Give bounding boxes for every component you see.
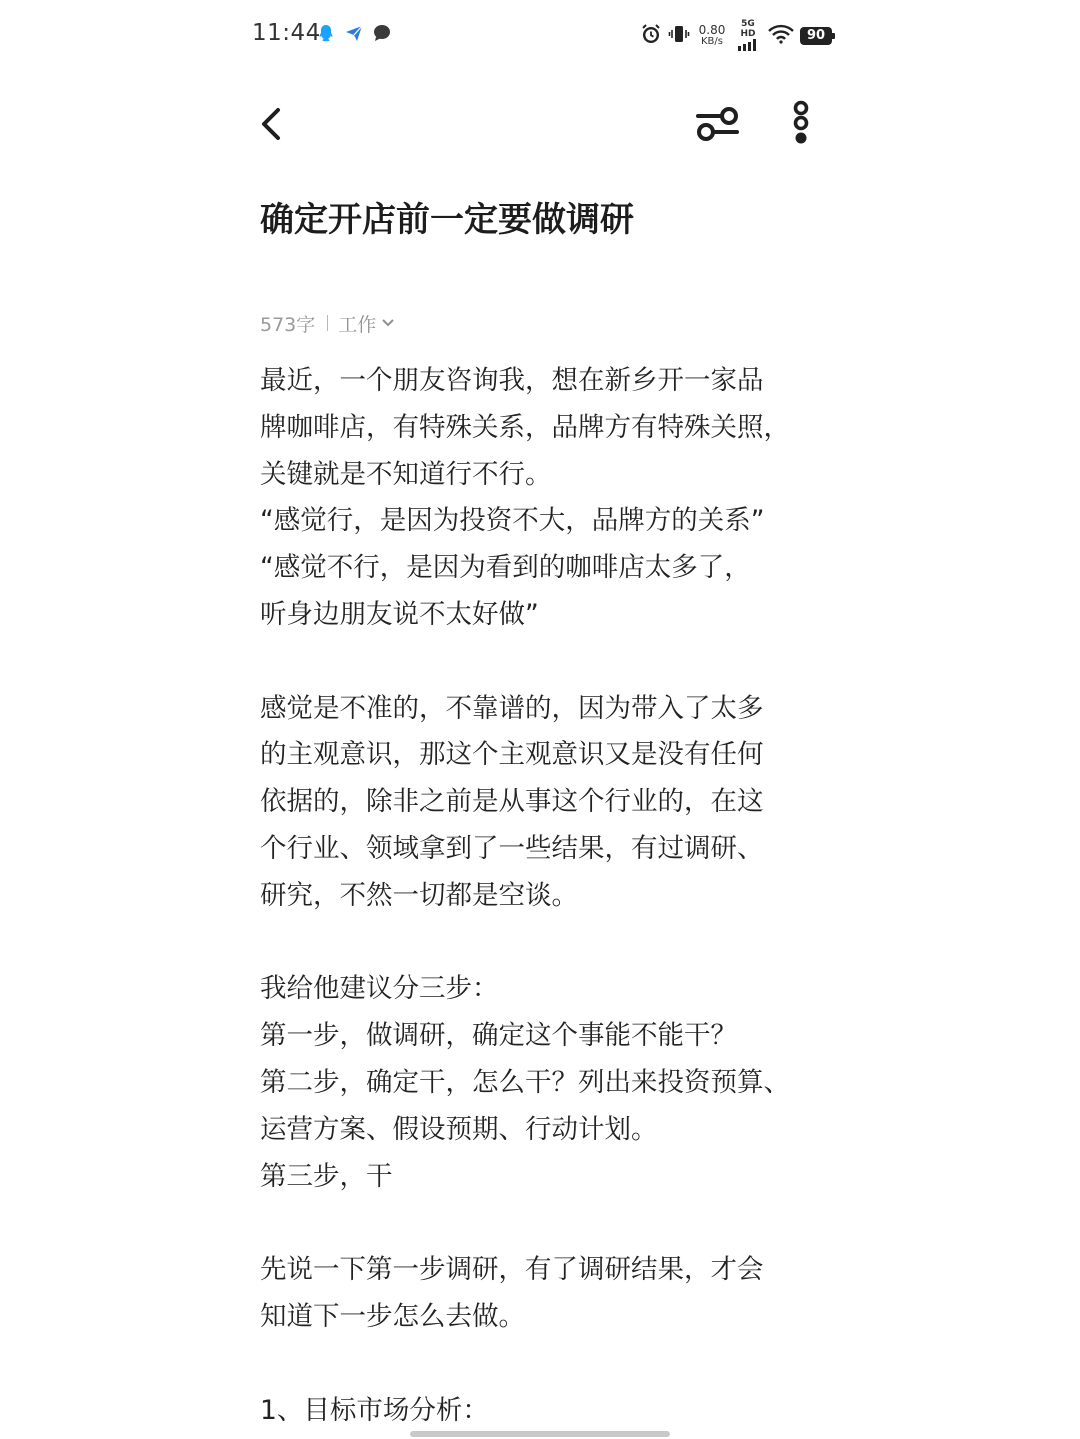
- wifi-icon: [768, 24, 794, 48]
- net-speed-value: 0.80: [698, 23, 726, 37]
- note-line: 1、目标市场分析：: [260, 1394, 489, 1426]
- note-body[interactable]: [260, 358, 860, 1434]
- more-vertical-icon: [784, 100, 818, 146]
- blank-line: [260, 639, 860, 686]
- note-line: 牌咖啡店，有特殊关系，品牌方有特殊关照，: [260, 411, 790, 443]
- note-line: 感觉是不准的，不靠谱的，因为带入了太多: [260, 692, 764, 724]
- blank-line: [260, 1341, 860, 1388]
- alarm-icon: [640, 23, 662, 49]
- status-bar: [0, 0, 1080, 72]
- home-indicator[interactable]: [410, 1431, 670, 1437]
- note-line: 我给他建议分三步：: [260, 973, 499, 1005]
- note-line: 研究，不然一切都是空谈。: [260, 879, 578, 911]
- note-line: 先说一下第一步调研，有了调研结果，才会: [260, 1254, 764, 1286]
- meta-divider: [327, 315, 328, 331]
- note-line: 第一步，做调研，确定这个事能不能干？: [260, 1020, 737, 1052]
- net-speed-unit: KB/s: [701, 36, 723, 47]
- chevron-down-icon: [381, 318, 395, 328]
- send-icon: [344, 23, 364, 43]
- network-type-label: 5G HD: [740, 18, 756, 39]
- category-label: 工作: [338, 313, 377, 336]
- note-line: 依据的，除非之前是从事这个行业的，在这: [260, 786, 764, 818]
- word-count: 573字: [260, 313, 316, 336]
- note-line: “感觉行，是因为投资不大，品牌方的关系”: [260, 505, 765, 537]
- note-meta: [260, 310, 395, 336]
- status-left-icons: [316, 23, 392, 43]
- battery-icon: 90: [800, 27, 832, 45]
- note-line: 运营方案、假设预期、行动计划。: [260, 1113, 658, 1145]
- note-line: 听身边朋友说不太好做”: [260, 598, 539, 630]
- note-title[interactable]: 确定开店前一定要做调研: [260, 200, 634, 240]
- note-line: 最近，一个朋友咨询我，想在新乡开一家品: [260, 365, 764, 396]
- note-line: 第二步，确定干，怎么干？列出来投资预算、: [260, 1066, 790, 1098]
- note-line: 关键就是不知道行不行。: [260, 458, 552, 490]
- filter-settings-icon: [692, 102, 742, 146]
- note-line: “感觉不行，是因为看到的咖啡店太多了，: [260, 552, 751, 584]
- vibrate-icon: [668, 23, 690, 49]
- note-line: 第三步，干: [260, 1160, 393, 1192]
- category-selector[interactable]: [338, 310, 395, 337]
- status-time: 11:44: [252, 20, 321, 46]
- blank-line: [260, 920, 860, 967]
- note-line: 知道下一步怎么去做。: [260, 1300, 525, 1332]
- status-right-icons: [640, 18, 832, 50]
- network-type: [734, 19, 762, 54]
- note-line: 个行业、领域拿到了一些结果，有过调研、: [260, 832, 764, 864]
- more-options-button[interactable]: [784, 100, 818, 146]
- net-speed: [696, 25, 728, 47]
- back-arrow-icon: [252, 104, 292, 144]
- filter-settings-button[interactable]: [692, 102, 742, 146]
- chat-icon: [372, 23, 392, 43]
- back-button[interactable]: [252, 104, 292, 144]
- qq-icon: [316, 23, 336, 43]
- note-line: 的主观意识，那这个主观意识又是没有任何: [260, 739, 764, 771]
- top-app-bar: [0, 90, 1080, 160]
- signal-icon: [736, 39, 760, 51]
- blank-line: [260, 1200, 860, 1247]
